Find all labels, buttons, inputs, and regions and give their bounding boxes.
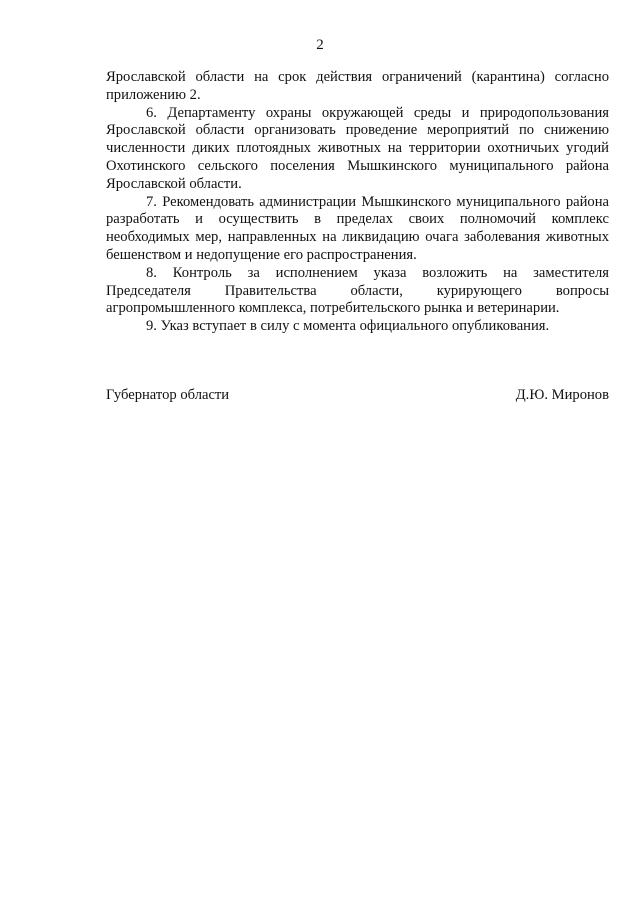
- paragraph-continuation: Ярославской области на срок действия ограничений (карантина) согласно приложению 2.: [106, 69, 609, 103]
- signatory-position: Губернатор области: [106, 387, 230, 403]
- paragraph-item-9: 9. Указ вступает в силу с момента официального опубликования.: [146, 318, 550, 335]
- signatory-name: Д.Ю. Миронов: [515, 387, 609, 403]
- signature-block: [106, 386, 609, 404]
- document-body: [106, 69, 609, 336]
- paragraph-item-6: 6. Департаменту охраны окружающей среды и природопользования Ярославской области организовать проведение мероприятий по снижению численности диких плотоядных животных на территории охотничьих угодий Охотинского сельского поселения Мышкинского муниципального района Ярославской области.: [106, 104, 609, 192]
- paragraph-item-7: 7. Рекомендовать администрации Мышкинского муниципального района разработать и осуществить в пределах своих полномочий комплекс необходимых мер, направленных на ликвидацию очага заболевания животных бешенством и недопущение его распространения.: [106, 193, 609, 263]
- page-number: 2: [316, 37, 324, 53]
- paragraph-item-8: 8. Контроль за исполнением указа возложить на заместителя Председателя Правительства области, курирующего вопросы агропромышленного комплекса, потребительского рынка и ветеринарии.: [106, 264, 609, 317]
